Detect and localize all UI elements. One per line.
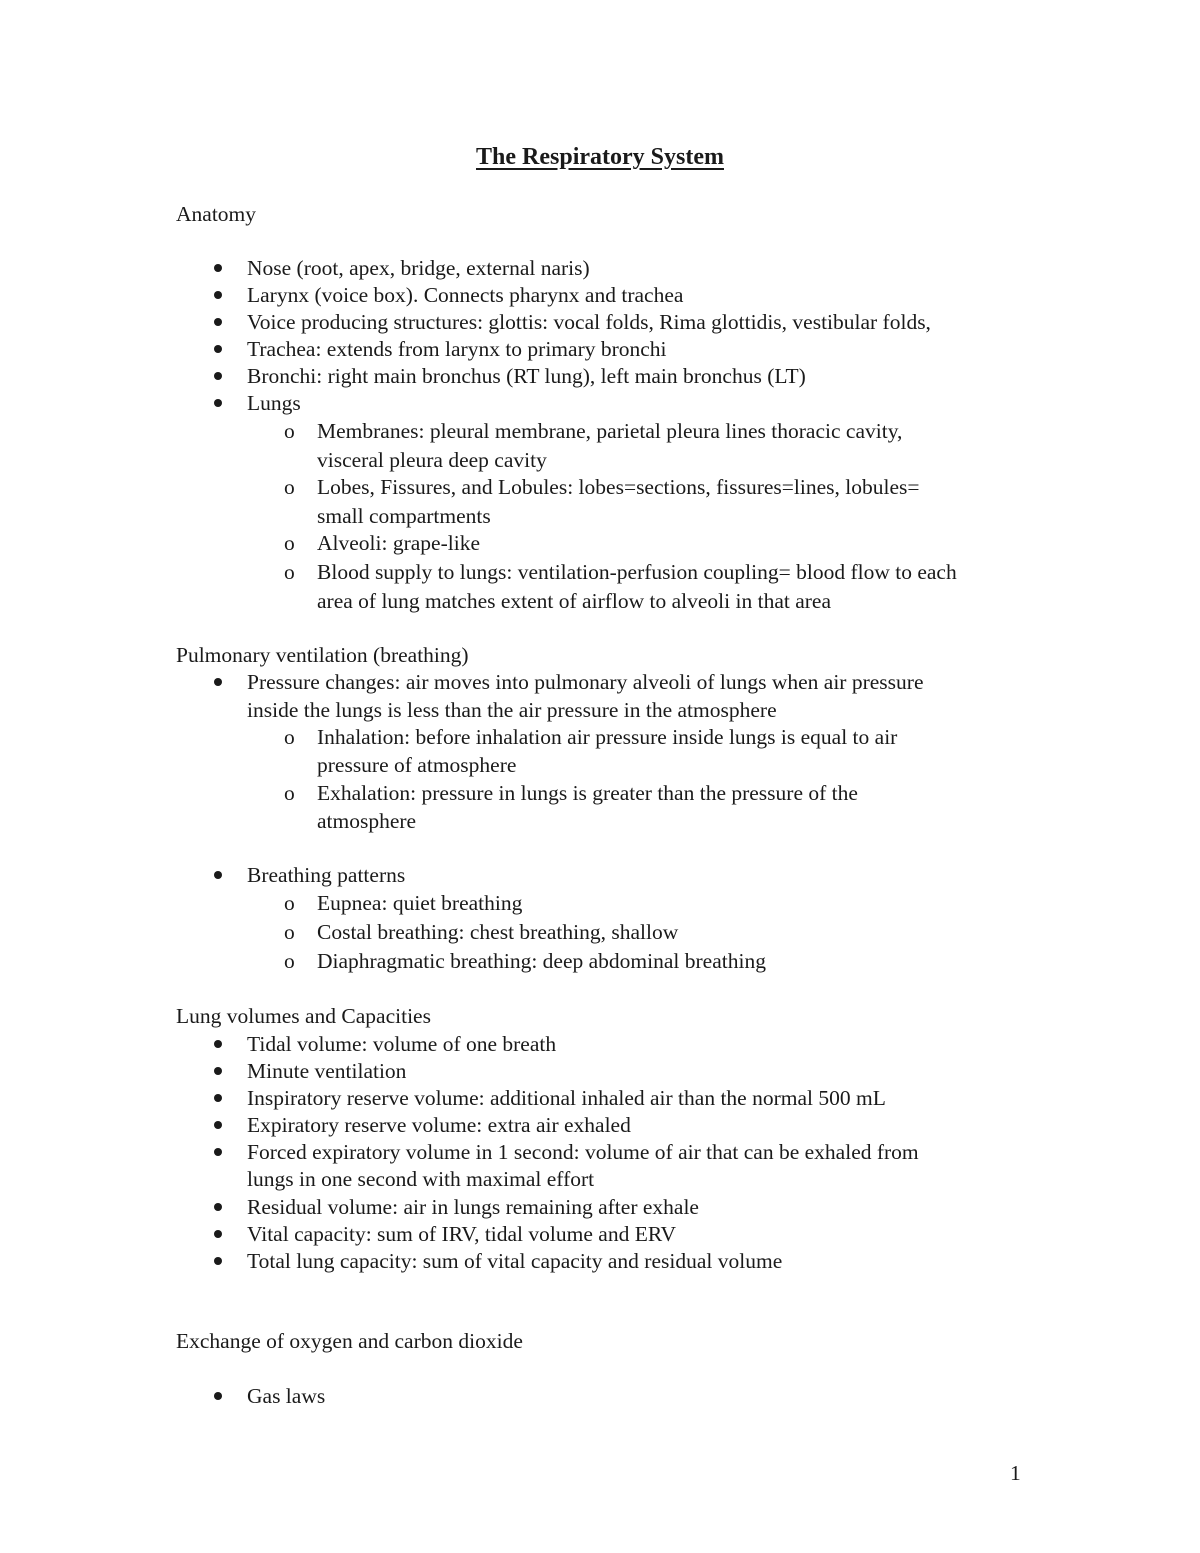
sub-bullet-icon: o	[284, 781, 295, 805]
list-item: Forced expiratory volume in 1 second: volume of air that can be exhaled from	[247, 1140, 919, 1164]
sub-list-item: Eupnea: quiet breathing	[317, 891, 523, 915]
list-item: Vital capacity: sum of IRV, tidal volume and ERV	[247, 1222, 676, 1246]
list-item: Bronchi: right main bronchus (RT lung), left main bronchus (LT)	[247, 364, 806, 388]
list-item: Gas laws	[247, 1384, 326, 1408]
bullet-icon	[214, 678, 222, 686]
list-item: Lungs	[247, 391, 301, 415]
list-item: Larynx (voice box). Connects pharynx and trachea	[247, 283, 684, 307]
list-item-cont: inside the lungs is less than the air pressure in the atmosphere	[247, 698, 777, 722]
list-item: Inspiratory reserve volume: additional inhaled air than the normal 500 mL	[247, 1086, 886, 1110]
sub-list-item-cont: atmosphere	[317, 809, 417, 833]
list-item: Expiratory reserve volume: extra air exhaled	[247, 1113, 631, 1137]
sub-bullet-icon: o	[284, 531, 295, 555]
sub-list-item: Lobes, Fissures, and Lobules: lobes=sections, fissures=lines, lobules=	[317, 475, 920, 499]
sub-list-item: Alveoli: grape-like	[317, 531, 480, 555]
sub-bullet-icon: o	[284, 419, 295, 443]
bullet-icon	[214, 318, 222, 326]
section-heading-exchange: Exchange of oxygen and carbon dioxide	[176, 1329, 523, 1353]
list-item: Minute ventilation	[247, 1059, 407, 1083]
section-heading-ventilation: Pulmonary ventilation (breathing)	[176, 643, 469, 667]
sub-bullet-icon: o	[284, 560, 295, 584]
bullet-icon	[214, 345, 222, 353]
sub-list-item-cont: visceral pleura deep cavity	[317, 448, 547, 472]
sub-list-item-cont: small compartments	[317, 504, 491, 528]
bullet-icon	[214, 291, 222, 299]
page-title: The Respiratory System	[476, 144, 724, 170]
bullet-icon	[214, 1257, 222, 1265]
bullet-icon	[214, 871, 222, 879]
sub-bullet-icon: o	[284, 920, 295, 944]
list-item: Trachea: extends from larynx to primary bronchi	[247, 337, 667, 361]
list-item: Total lung capacity: sum of vital capacity and residual volume	[247, 1249, 783, 1273]
section-heading-volumes: Lung volumes and Capacities	[176, 1004, 431, 1028]
sub-list-item: Diaphragmatic breathing: deep abdominal breathing	[317, 949, 766, 973]
list-item: Residual volume: air in lungs remaining after exhale	[247, 1195, 699, 1219]
list-item: Tidal volume: volume of one breath	[247, 1032, 557, 1056]
bullet-icon	[214, 1203, 222, 1211]
sub-list-item: Blood supply to lungs: ventilation-perfusion coupling= blood flow to each	[317, 560, 957, 584]
sub-bullet-icon: o	[284, 475, 295, 499]
bullet-icon	[214, 264, 222, 272]
bullet-icon	[214, 399, 222, 407]
sub-bullet-icon: o	[284, 725, 295, 749]
sub-bullet-icon: o	[284, 949, 295, 973]
sub-list-item-cont: pressure of atmosphere	[317, 753, 517, 777]
list-item: Voice producing structures: glottis: vocal folds, Rima glottidis, vestibular folds,	[247, 310, 931, 334]
sub-list-item: Inhalation: before inhalation air pressure inside lungs is equal to air	[317, 725, 898, 749]
bullet-icon	[214, 1040, 222, 1048]
bullet-icon	[214, 1094, 222, 1102]
list-item: Breathing patterns	[247, 863, 406, 887]
sub-list-item-cont: area of lung matches extent of airflow to alveoli in that area	[317, 589, 831, 613]
list-item-cont: lungs in one second with maximal effort	[247, 1167, 595, 1191]
bullet-icon	[214, 1148, 222, 1156]
list-item: Nose (root, apex, bridge, external naris)	[247, 256, 590, 280]
sub-list-item: Costal breathing: chest breathing, shallow	[317, 920, 679, 944]
page-number: 1	[1010, 1461, 1021, 1485]
list-item: Pressure changes: air moves into pulmonary alveoli of lungs when air pressure	[247, 670, 924, 694]
sub-bullet-icon: o	[284, 891, 295, 915]
bullet-icon	[214, 1121, 222, 1129]
sub-list-item: Exhalation: pressure in lungs is greater than the pressure of the	[317, 781, 858, 805]
bullet-icon	[214, 1067, 222, 1075]
section-heading-anatomy: Anatomy	[176, 202, 257, 226]
bullet-icon	[214, 1230, 222, 1238]
sub-list-item: Membranes: pleural membrane, parietal pleura lines thoracic cavity,	[317, 419, 903, 443]
bullet-icon	[214, 372, 222, 380]
bullet-icon	[214, 1392, 222, 1400]
